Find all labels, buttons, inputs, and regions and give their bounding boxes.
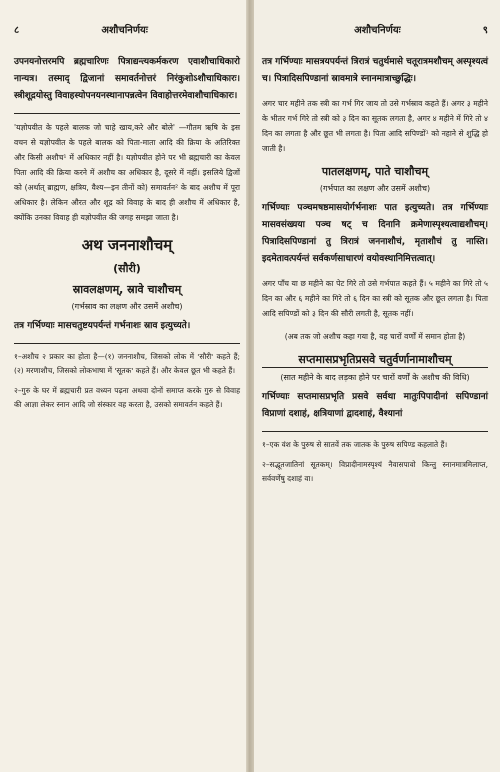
left-page-number: ८ <box>14 25 20 36</box>
left-running-head <box>14 22 240 36</box>
right-footnote-2: २–सद्भूतजातिनां सूतकम्। विप्रादीनामस्पृश्यं नैवासपावो किन्तु स्नानमात्रमिलाप्त, सर्ववर्णेषु दशाहं वा। <box>262 460 488 483</box>
saptamasa-paren: (सात महीने के बाद लड़का होने पर चारों वर्णों के अशौच की विधि) <box>280 373 470 382</box>
srava-paren: (गर्भस्राव का लक्षण और उसमें अशौच) <box>71 302 183 311</box>
srava-heading: स्रावलक्षणम्, स्रावे चाशौचम् <box>72 283 182 296</box>
left-footnote-rule <box>14 343 240 344</box>
right-footnote-rule <box>262 431 488 432</box>
right-verse-3: गर्भिण्याः सप्तमासप्रभृति प्रसवे सर्वथा मातुःपिपादीनां सपिण्डानां विप्राणां दशाहं, क्षत्रियाणां द्वादशाहं, वैश्यानां <box>262 392 488 419</box>
left-running-title: अशौचनिर्णयः <box>101 25 148 36</box>
saptamasa-heading: सप्तमासप्रभृतिप्रसवे चतुर्वर्णानामाशौचम् <box>262 352 488 368</box>
right-commentary-1: अगर चार महीने तक स्त्री का गर्भ गिर जाय तो उसे गर्भस्राव कहते हैं। अगर ३ महीने के भीतर गर्भ गिरे तो स्त्री को ३ दिन का सूतक लगता है, अगर ४ महीने में गिरे तो ४ दिन का लगता है और छूत भी लगता है। पिता आदि सपिण्डों¹ को नहाने से शुद्धि हो जाती है। <box>262 99 488 153</box>
left-footnote-1: १–अशौच २ प्रकार का होता है—(१) जननाशौच, जिसको लोक में 'सौरी' कहते हैं; (२) मरणाशौच, जिसको लोकभाषा में 'सूतक' कहते हैं। और केवल छूत भी कहते हैं। <box>14 352 240 375</box>
left-footnote-2: २–गुरु के घर में ब्रह्मचारी प्रत वध्यन पढ़ना अथवा दोनों समाप्त करके गुरु से विवाह की आज्ञा लेकर स्नान आदि जो संस्कार वह करता है, उसको समावर्तन कहते हैं। <box>14 386 240 409</box>
right-page <box>250 0 500 772</box>
right-verse-1: तत्र गर्भिण्याः मासत्रयपर्यन्तं त्रिरात्रं चतुर्थमासे चतूरात्रमशौचम् अस्पृश्यत्वं च। पित्रादिसपिण्डानां स्रावमात्रे स्नानमात्राच्छुद्धिः। <box>262 57 488 84</box>
right-verse-2: गर्भिण्याः पञ्चमषष्ठमासयोर्गर्भनाशः पात इत्युच्यते। तत्र गर्भिण्याः मासवसंख्यया पञ्च षट् च दिनानि क्रमेणास्पृश्यत्वाद्यशौचम्। पित्रादिसपिण्डानां तु त्रिरात्रं जननाशौचं, मृताशौचं तु नास्ति। इदमेतावत्पर्यन्तं सर्वकर्णसाधारणं वयोवस्थानिमित्तत्वात्। <box>262 203 488 264</box>
left-commentary: 'यज्ञोपवीत के पहले बालक जो चाहे खाय,करे और बोले' —गौतम ऋषि के इस वचन से यज्ञोपवीत के पहले बालक को पिता-माता आदि की क्रिया के अतिरिक्त और किसी अशौच¹ में अधिकार नहीं है। यज्ञोपवीत होने पर भी ब्रह्मचारी का केवल पिता आदि की क्रिया करने में अशौच का अधिकार है, दूसरे में नहीं। इसलिये द्विजों को (अर्थात् ब्राह्मण, क्षत्रिय, वैश्य—इन तीनों को) समावर्तन² के बाद अशौच में पूरा अधिकार है। लेकिन औरत और शूद्र को विवाह के बाद ही अशौच में अधिकार है, क्योंकि उनका विवाह ही यज्ञोपवीत की जगह समझा जाता है। <box>14 123 240 222</box>
pata-paren: (गर्भपात का लक्षण और उसमें अशौच) <box>319 184 431 193</box>
right-running-head <box>262 22 488 36</box>
right-footnote-1: १–एक वंश के पुरुष से सातवें तक जातक के पुरुष सपिण्ड कहलाते हैं। <box>262 440 448 449</box>
right-commentary-2-end: (अब तक जो अशौच कहा गया है, वह चारों वर्णों में समान होता है) <box>284 332 466 341</box>
pata-heading: पातलक्षणम्, पाते चाशौचम् <box>321 165 429 178</box>
right-page-number: ९ <box>482 25 488 36</box>
left-verse-block: उपनयनोत्तरमपि ब्रह्मचारिणः पित्राद्यन्त्यकर्मकरण एवाशौचाधिकारो नान्यत्र। तस्माद् द्विजानां समावर्तनोत्तरं निरंकुशोऽशौचाधिकारः। स्त्रीशूद्रयोस्तु विवाहस्योपनयनस्थानापन्नत्वेन विवाहोत्तरमेवाशौचाधिकारः। <box>14 57 240 101</box>
janana-heading: अथ जननाशौचम् <box>81 236 173 254</box>
left-verse-2: तत्र गर्भिण्याः मासचतुष्टयपर्यन्तं गर्भनाशः स्राव इत्युच्यते। <box>14 321 191 331</box>
book-gutter <box>246 0 254 772</box>
right-running-title: अशौचनिर्णयः <box>354 25 401 36</box>
sauri-subheading: (सौरी) <box>113 262 141 275</box>
left-divider <box>14 113 240 114</box>
right-commentary-2: अगर पाँच या छ महीने का पेट गिरे तो उसे गर्भपात कहते हैं। ५ महीने का गिरे तो ५ दिन का और ६ महीने का गिरे तो ६ दिन का स्त्री को सूतक और छूत लगता है। पिता आदि सपिण्डों को ३ दिन की सौरी लगती है, सूतक नहीं। <box>262 279 488 318</box>
